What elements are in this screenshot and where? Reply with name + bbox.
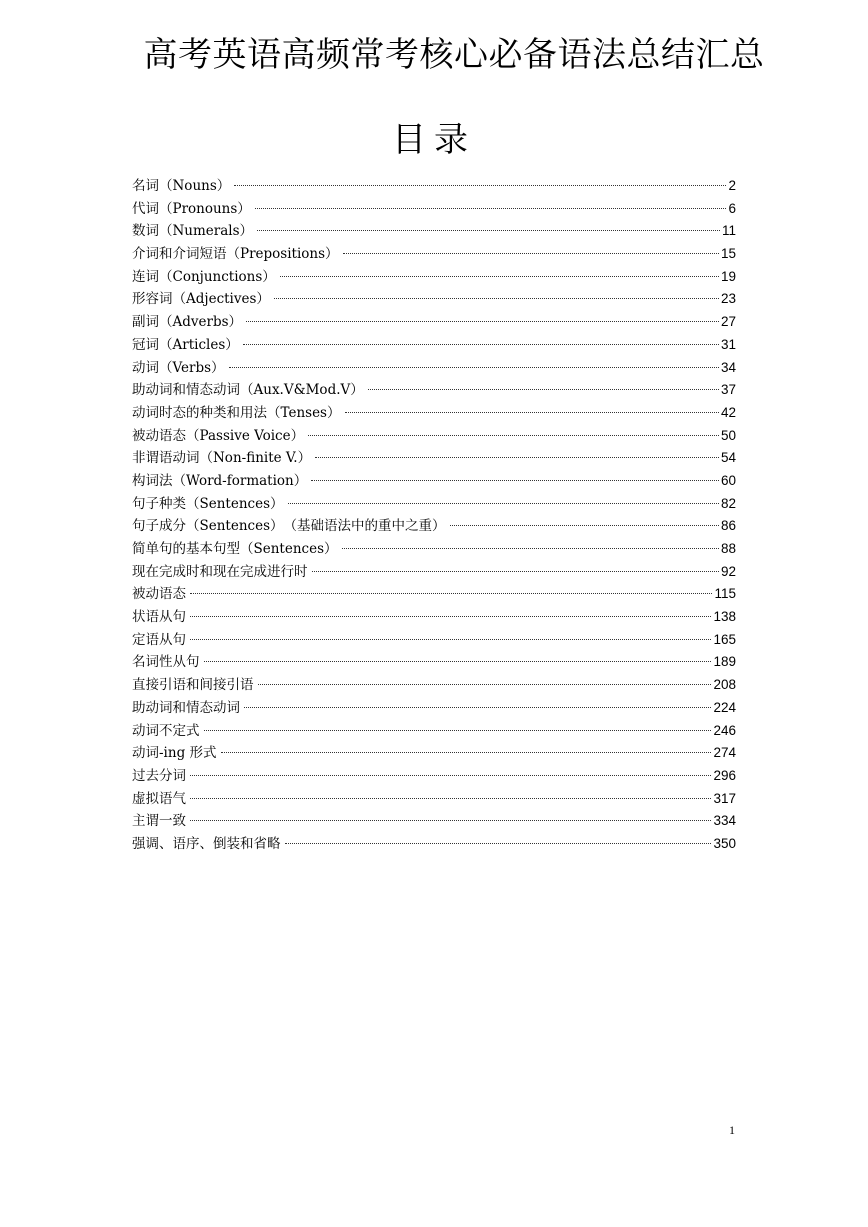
toc-entry[interactable] xyxy=(132,357,736,380)
toc-entry-label: 助动词和情态动词 xyxy=(132,699,240,716)
toc-entry-page: 31 xyxy=(720,336,736,352)
toc-entry-page: 23 xyxy=(720,291,736,307)
toc-entry-label: 名词（Nouns） xyxy=(132,178,231,194)
toc-entry-label: 代词（Pronouns） xyxy=(132,200,251,217)
toc-entry[interactable] xyxy=(132,629,736,652)
toc-entry-page: 92 xyxy=(720,563,736,579)
dot-leader xyxy=(274,298,719,299)
dot-leader xyxy=(190,593,712,594)
toc-entry[interactable] xyxy=(132,175,736,198)
toc-entry-label: 连词（Conjunctions） xyxy=(132,268,276,285)
toc-entry[interactable] xyxy=(132,674,736,697)
toc-entry-page: 350 xyxy=(713,835,736,851)
toc-entry[interactable] xyxy=(132,288,736,311)
toc-entry-label: 虚拟语气 xyxy=(132,790,186,807)
toc-entry-label: 动词不定式 xyxy=(132,722,200,739)
dot-leader xyxy=(229,367,719,368)
toc-entry-label: 句子成分（Sentences） （基础语法中的重中之重） xyxy=(132,518,446,535)
toc-entry-page: 2 xyxy=(728,178,736,193)
dot-leader xyxy=(312,571,719,572)
dot-leader xyxy=(342,548,719,549)
toc-entry[interactable] xyxy=(132,810,736,833)
dot-leader xyxy=(288,503,719,504)
toc-entry-page: 165 xyxy=(713,631,736,647)
toc-entry-label: 被动语态（Passive Voice） xyxy=(132,427,305,444)
toc-entry-label: 主谓一致 xyxy=(132,813,186,830)
dot-leader xyxy=(234,185,726,186)
toc-entry-page: 42 xyxy=(720,404,736,420)
toc-entry[interactable] xyxy=(132,334,736,357)
dot-leader xyxy=(190,820,711,821)
toc-entry-label: 助动词和情态动词（Aux.V&Mod.V） xyxy=(132,382,364,399)
toc-entry-page: 37 xyxy=(720,382,736,398)
toc-entry[interactable] xyxy=(132,243,736,266)
toc-entry[interactable] xyxy=(132,493,736,516)
dot-leader xyxy=(255,208,727,209)
toc-entry-label: 动词-ing 形式 xyxy=(132,745,217,762)
toc-entry[interactable] xyxy=(132,561,736,584)
toc-entry[interactable] xyxy=(132,402,736,425)
dot-leader xyxy=(285,843,712,844)
toc-entry-label: 过去分词 xyxy=(132,767,186,784)
toc-entry-page: 86 xyxy=(720,518,736,534)
dot-leader xyxy=(243,344,719,345)
toc-entry-label: 定语从句 xyxy=(132,631,186,648)
toc-entry-label: 形容词（Adjectives） xyxy=(132,291,270,308)
toc-entry-label: 冠词（Articles） xyxy=(132,336,239,353)
toc-entry[interactable] xyxy=(132,515,736,538)
dot-leader xyxy=(221,752,712,753)
toc-entry[interactable] xyxy=(132,651,736,674)
toc-entry-page: 27 xyxy=(720,314,736,330)
toc-entry-label: 直接引语和间接引语 xyxy=(132,677,254,694)
toc-entry-label: 被动语态 xyxy=(132,586,186,603)
toc-entry[interactable] xyxy=(132,606,736,629)
dot-leader xyxy=(280,276,719,277)
dot-leader xyxy=(190,616,711,617)
toc-entry-page: 208 xyxy=(713,677,736,693)
toc-entry-page: 54 xyxy=(720,450,736,466)
toc-entry-page: 6 xyxy=(728,200,736,216)
dot-leader xyxy=(345,412,719,413)
toc-entry-label: 强调、语序、倒装和省略 xyxy=(132,835,281,852)
toc-entry-label: 副词（Adverbs） xyxy=(132,314,243,331)
dot-leader xyxy=(246,321,719,322)
toc-entry[interactable] xyxy=(132,697,736,720)
toc-entry-page: 224 xyxy=(713,699,736,715)
toc-entry[interactable] xyxy=(132,720,736,743)
toc-entry[interactable] xyxy=(132,788,736,811)
table-of-contents xyxy=(132,175,736,856)
toc-entry-page: 34 xyxy=(720,359,736,375)
toc-entry-label: 状语从句 xyxy=(132,609,186,626)
toc-entry[interactable] xyxy=(132,198,736,221)
dot-leader xyxy=(190,798,711,799)
toc-entry-page: 115 xyxy=(714,586,736,602)
toc-entry[interactable] xyxy=(132,833,736,856)
dot-leader xyxy=(190,775,711,776)
toc-entry-page: 138 xyxy=(713,609,736,625)
toc-entry[interactable] xyxy=(132,742,736,765)
toc-entry-label: 介词和介词短语（Prepositions） xyxy=(132,246,339,263)
toc-entry-label: 构词法（Word-formation） xyxy=(132,472,308,489)
dot-leader xyxy=(258,684,712,685)
toc-entry-label: 数词（Numerals） xyxy=(132,223,254,240)
toc-entry[interactable] xyxy=(132,425,736,448)
dot-leader xyxy=(343,253,719,254)
dot-leader xyxy=(204,730,712,731)
toc-entry[interactable] xyxy=(132,765,736,788)
toc-entry-page: 60 xyxy=(720,472,736,488)
toc-entry-page: 15 xyxy=(720,246,736,262)
toc-entry-page: 296 xyxy=(713,767,736,783)
toc-entry-page: 246 xyxy=(713,722,736,738)
toc-entry-label: 现在完成时和现在完成进行时 xyxy=(132,563,308,580)
toc-entry[interactable] xyxy=(132,379,736,402)
toc-entry-page: 334 xyxy=(713,813,736,829)
toc-entry-label: 动词（Verbs） xyxy=(132,359,225,376)
dot-leader xyxy=(190,639,711,640)
toc-entry[interactable] xyxy=(132,583,736,606)
toc-entry[interactable] xyxy=(132,266,736,289)
dot-leader xyxy=(311,480,719,481)
toc-entry-label: 非谓语动词（Non-finite V.） xyxy=(132,450,312,467)
toc-entry-page: 50 xyxy=(720,427,736,443)
toc-entry-page: 82 xyxy=(720,495,736,511)
toc-entry-page: 11 xyxy=(721,223,736,239)
toc-entry[interactable] xyxy=(132,311,736,334)
toc-entry-page: 274 xyxy=(713,745,736,761)
toc-heading: 目录 xyxy=(392,120,476,160)
dot-leader xyxy=(315,457,719,458)
toc-entry[interactable] xyxy=(132,538,736,561)
toc-entry[interactable] xyxy=(132,447,736,470)
dot-leader xyxy=(257,230,720,231)
dot-leader xyxy=(368,389,719,390)
toc-entry[interactable] xyxy=(132,470,736,493)
toc-entry-page: 88 xyxy=(720,541,736,556)
toc-entry-page: 189 xyxy=(713,654,736,670)
toc-entry-label: 简单句的基本句型（Sentences） xyxy=(132,541,338,557)
dot-leader xyxy=(450,525,719,526)
toc-entry-label: 句子种类（Sentences） xyxy=(132,495,284,512)
page-number: 1 xyxy=(729,1123,735,1137)
dot-leader xyxy=(204,661,712,662)
toc-entry-label: 名词性从句 xyxy=(132,654,200,671)
dot-leader xyxy=(244,707,711,708)
toc-entry[interactable] xyxy=(132,220,736,243)
toc-entry-page: 317 xyxy=(713,790,736,806)
toc-entry-label: 动词时态的种类和用法（Tenses） xyxy=(132,404,341,421)
toc-entry-page: 19 xyxy=(720,268,736,284)
dot-leader xyxy=(308,435,719,436)
document-title: 高考英语高频常考核心必备语法总结汇总 xyxy=(143,35,765,75)
